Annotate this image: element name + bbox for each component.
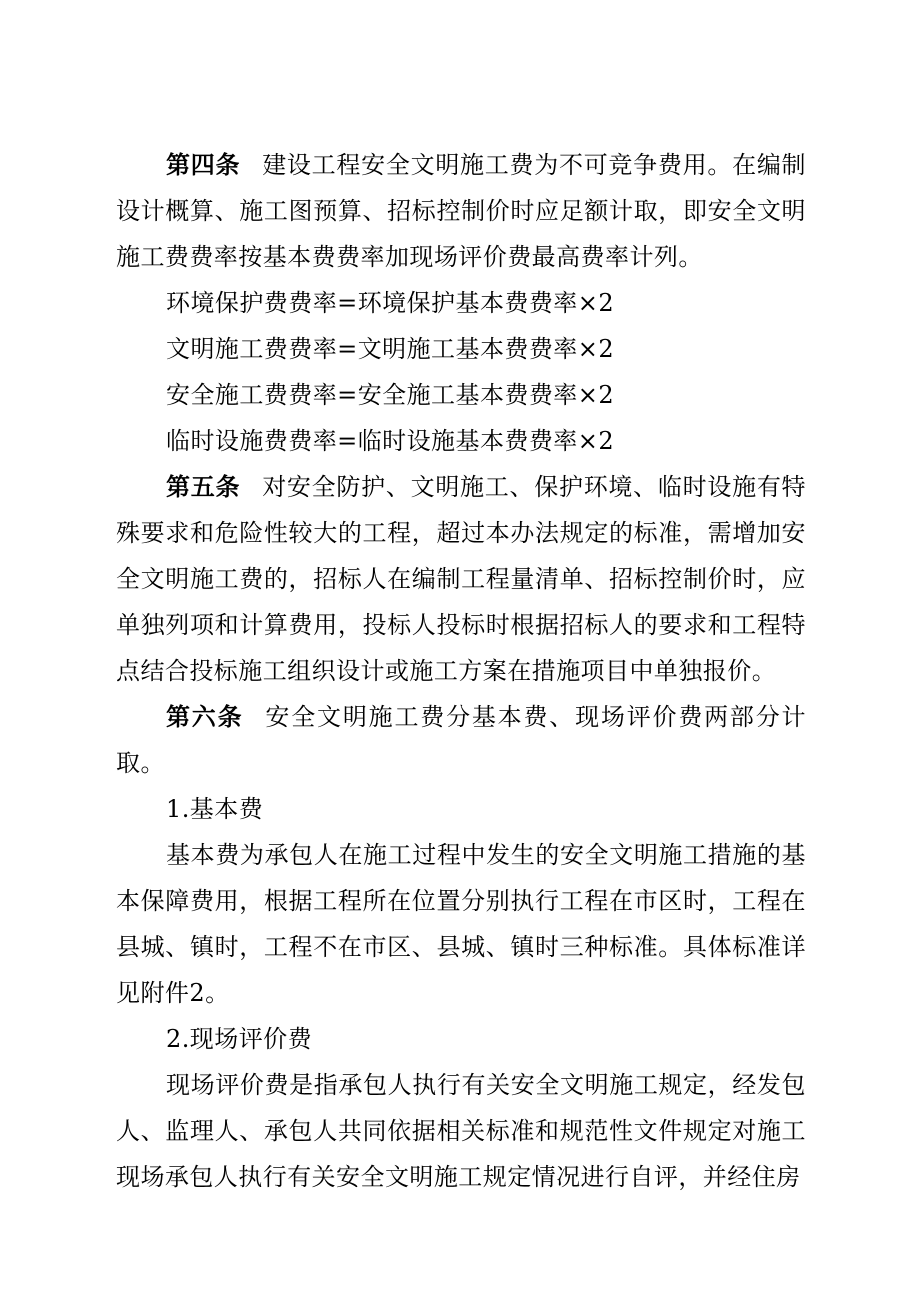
item-1-heading: 1.基本费 (166, 795, 264, 823)
item-2-body: 现场评价费是指承包人执行有关安全文明施工规定，经发包人、监理人、承包人共同依据相关标准和规范性文件规定对施工现场承包人执行有关安全文明施工规定情况进行自评，并经住房 (116, 1071, 806, 1191)
article-4-body: 建设工程安全文明施工费为不可竞争费用。在编制设计概算、施工图预算、招标控制价时应足额计取，即安全文明施工费费率按基本费费率加现场评价费最高费率计列。 (116, 151, 806, 271)
article-6-body: 安全文明施工费分基本费、现场评价费两部分计取。 (116, 703, 806, 777)
document-page (116, 142, 806, 1200)
formula-civilized: 文明施工费费率=文明施工基本费费率×2 (166, 335, 615, 363)
article-5 (116, 464, 806, 694)
article-4 (116, 142, 806, 280)
formula-safety: 安全施工费费率=安全施工基本费费率×2 (166, 381, 615, 409)
formula-temporary: 临时设施费费率=临时设施基本费费率×2 (166, 427, 615, 455)
article-4-title: 第四条 (166, 151, 241, 179)
article-6 (116, 694, 806, 786)
formula-environmental: 环境保护费费率=环境保护基本费费率×2 (166, 289, 615, 317)
article-5-body: 对安全防护、文明施工、保护环境、临时设施有特殊要求和危险性较大的工程，超过本办法规定的标准，需增加安全文明施工费的，招标人在编制工程量清单、招标控制价时，应单独列项和计算费用，投标人投标时根据招标人的要求和工程特点结合投标施工组织设计或施工方案在措施项目中单独报价。 (116, 473, 806, 685)
article-5-title: 第五条 (166, 473, 241, 501)
item-1-body: 基本费为承包人在施工过程中发生的安全文明施工措施的基本保障费用，根据工程所在位置分别执行工程在市区时，工程在县城、镇时，工程不在市区、县城、镇时三种标准。具体标准详见附件2。 (116, 841, 806, 1007)
article-6-title: 第六条 (166, 703, 244, 731)
item-2-heading: 2.现场评价费 (166, 1025, 313, 1053)
